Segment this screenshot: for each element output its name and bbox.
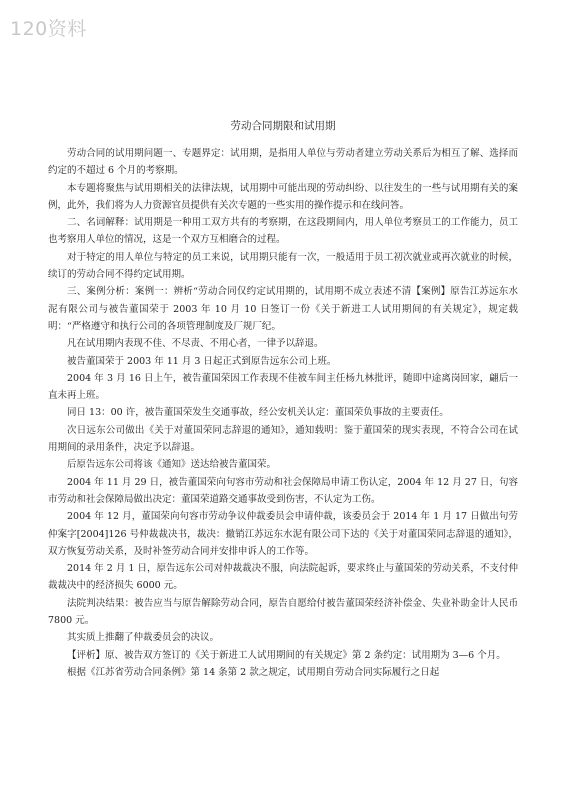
paragraph: 二、名词解释：试用期是一种用工双方共有的考察期，在这段期间内，用人单位考察员工的工作能力，员工也考察用人单位的情况，这是一个双方互相磨合的过程。 bbox=[48, 217, 518, 246]
paragraph: 2014 年 2 月 1 日，原告远东公司对仲裁裁决不服，向法院起诉，要求终止与董国荣的劳动关系，不支付仲裁裁决中的经济损失 6000 元。 bbox=[48, 563, 518, 592]
paragraph: 被告董国荣于 2003 年 11 月 3 日起正式到原告远东公司上班。 bbox=[67, 355, 337, 367]
watermark-logo: 120资料 bbox=[10, 18, 87, 40]
paragraph: 本专题将聚焦与试用期相关的法律法规，试用期中可能出现的劳动纠纷、以往发生的一些与试用期有关的案例，此外，我们将为人力资源官员提供有关次专题的一些实用的操作提示和在线问答。 bbox=[48, 182, 518, 211]
paragraph: 2004 年 11 月 29 日，被告董国荣向句容市劳动和社会保障局申请工伤认定，2004 年 12 月 27 日，句容市劳动和社会保障局做出决定：董国荣道路交通事故受到伤害，不认定为工伤。 bbox=[48, 476, 518, 505]
paragraph: 次日远东公司做出《关于对董国荣同志辞退的通知》，通知载明：鉴于董国荣的现实表现，不符合公司在试用期间的录用条件，决定予以辞退。 bbox=[48, 424, 518, 454]
paragraph: 法院判决结果：被告应当与原告解除劳动合同，原告自愿给付被告董国荣经济补偿金、失业补助金计人民币 7800 元。 bbox=[48, 597, 518, 627]
paragraph: 2004 年 12 月，董国荣向句容市劳动争议仲裁委员会申请仲裁，该委员会于 2014 年 1 月 17 日做出句劳仲案字[2004]126 号仲裁裁决书，裁决：撤销江苏远东水泥有限公司下达的《关于对董国荣同志辞退的通知》，双方恢复劳动关系，及时补签劳动合同并安排申诉人的工作等。 bbox=[48, 511, 518, 557]
paragraph: 对于特定的用人单位与特定的员工来说，试用期只能有一次，一般适用于员工初次就业或再次就业的时候，续订的劳动合同不得约定试用期。 bbox=[48, 251, 518, 281]
paragraph: 三、案例分析：案例一：辨析“劳动合同仅约定试用期的，试用期不成立表述不清【案例】原告江苏远东水泥有限公司与被告董国荣于 2003 年 10 月 10 日签订一份《关于新进工人试用期间的有关规定》，规定载明：“严格遵守和执行公司的各项管理制度及厂规厂纪。 bbox=[48, 286, 518, 332]
paragraph: 后原告远东公司将该《通知》送达给被告董国荣。 bbox=[67, 459, 277, 471]
document-body bbox=[48, 118, 518, 681]
paragraph: 根据《江苏省劳动合同条例》第 14 条第 2 款之规定，试用期自劳动合同实际履行之日起 bbox=[67, 666, 440, 678]
document-title: 劳动合同期限和试用期 bbox=[230, 120, 336, 132]
paragraph: 其实质上推翻了仲裁委员会的决议。 bbox=[67, 632, 220, 644]
paragraph: 凡在试用期内表现不佳、不尽责、不用心者，一律予以辞退。 bbox=[67, 338, 324, 350]
paragraph: 【评析】原、被告双方签订的《关于新进工人试用期间的有关规定》第 2 条约定：试用期为 3—6 个月。 bbox=[67, 649, 506, 661]
paragraph: 2004 年 3 月 16 日上午，被告董国荣因工作表现不佳被车间主任杨九林批评，随即中途离岗回家，翩后一直未再上班。 bbox=[48, 372, 518, 402]
paragraph: 劳动合同的试用期问题一、专题界定：试用期，是指用人单位与劳动者建立劳动关系后为相互了解、选择而约定的不超过 6 个月的考察期。 bbox=[48, 148, 518, 177]
paragraph: 同日 13：00 许，被告董国荣发生交通事故，经公安机关认定：董国荣负事故的主要责任。 bbox=[67, 407, 449, 419]
